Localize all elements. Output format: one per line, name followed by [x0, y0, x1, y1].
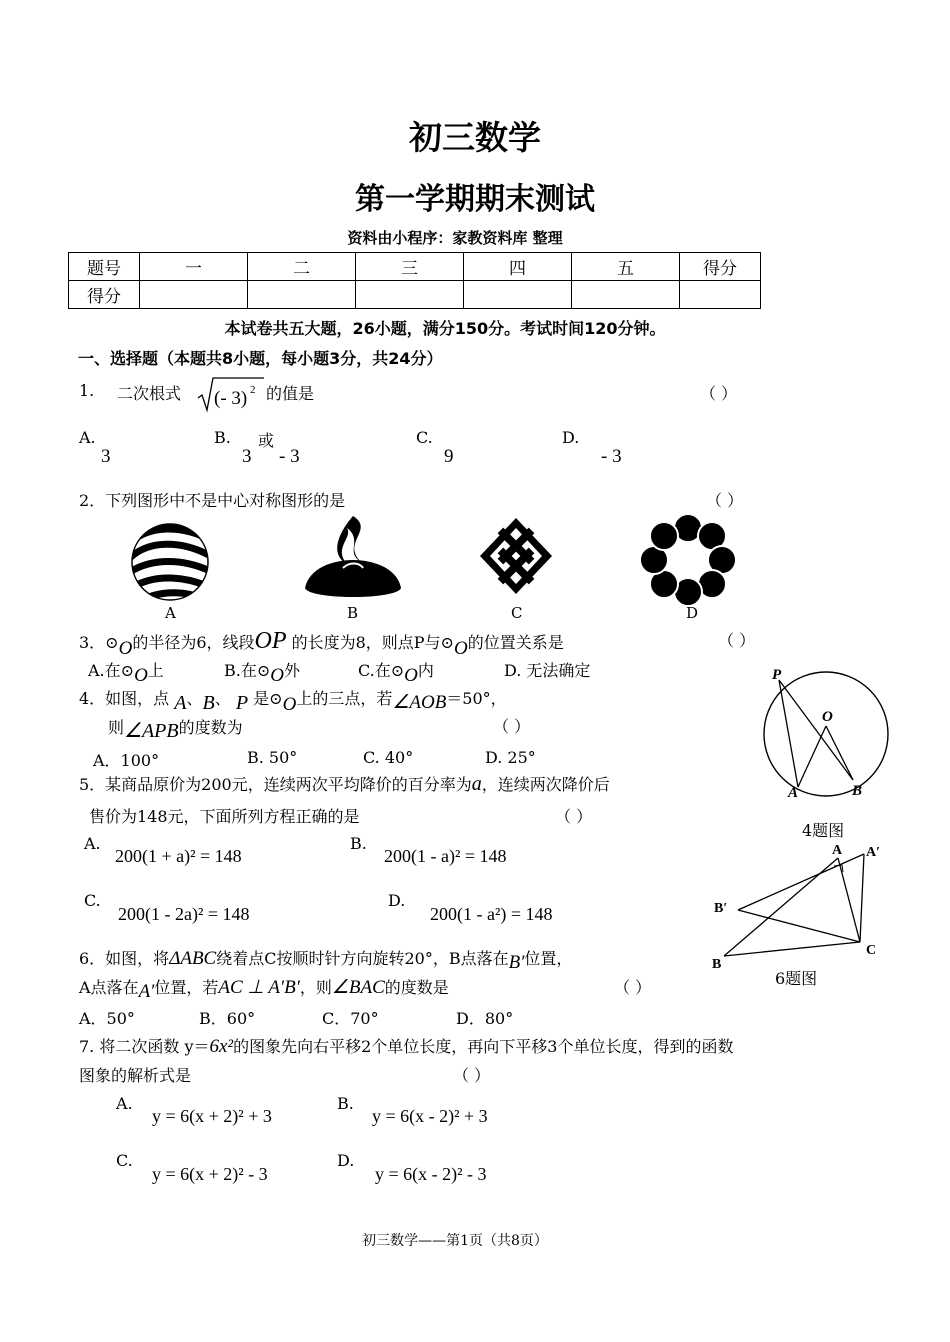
q5-option-a: 200(1 + a)² = 148 [115, 846, 242, 866]
q7-option-d: y = 6(x - 2)² - 3 [375, 1164, 487, 1184]
q7-line2: 图象的解析式是 [79, 1066, 192, 1085]
q1-option-d-value: - 3 [601, 446, 622, 467]
q4-part2: 是⊙ [253, 689, 283, 708]
page-title: 初三数学 [409, 118, 541, 157]
q6-a-prime: A′ [138, 981, 155, 1002]
knot-logo-icon[interactable] [480, 518, 552, 594]
q3-option-b-o: O [270, 665, 284, 686]
score-header-cell: 题号 [69, 253, 140, 281]
score-header-cell: 三 [356, 253, 464, 281]
q6-option-b[interactable]: B．60° [199, 1009, 256, 1028]
page-footer: 初三数学——第1页（共8页） [362, 1233, 548, 1249]
q7-option-b: y = 6(x - 2)² + 3 [372, 1106, 488, 1126]
q4-angle-apb: ∠APB [124, 720, 179, 742]
q6-line1-text3: 位置， [524, 949, 573, 968]
q4-figure-label-p: P [772, 667, 782, 683]
q3-option-c-text: C.在⊙ [358, 661, 405, 680]
q6-figure-label-b: B [712, 957, 722, 970]
q3-option-a-text2: 上 [147, 661, 164, 680]
q7-answer-paren[interactable]: （ ） [453, 1066, 491, 1085]
q2-label-d: D [686, 604, 699, 622]
q3-answer-paren[interactable]: （ ） [718, 631, 756, 650]
q4-figure-label-b: B [852, 783, 863, 799]
q3-line1 [79, 628, 564, 659]
q4-point-a: A [174, 692, 187, 714]
q4-sep2: 、 [214, 689, 231, 708]
score-header-cell: 二 [248, 253, 356, 281]
q3-part2: 的半径为6，线段 [132, 633, 255, 652]
score-header-cell: 得分 [680, 253, 761, 281]
q2-answer-paren[interactable]: （ ） [706, 491, 744, 510]
q2-label-a: A [165, 604, 176, 622]
q5-line1 [79, 772, 610, 796]
q4-line2 [108, 714, 243, 742]
q6-figure-label-b-prime: B′ [714, 901, 728, 916]
q3-option-b-text2: 外 [284, 661, 301, 680]
q2-label-b: B [347, 604, 359, 622]
score-table-score-row [69, 281, 761, 309]
q3-option-b-text: B.在⊙ [224, 661, 271, 680]
q6-answer-paren[interactable]: （ ） [614, 978, 652, 997]
q3-part1: 3．⊙ [79, 633, 119, 652]
q6-option-d[interactable]: D．80° [456, 1009, 514, 1028]
score-row-label: 得分 [69, 281, 140, 309]
q4-part1: 4．如图，点 [79, 689, 170, 708]
q3-part4: 的位置关系是 [467, 633, 564, 652]
q6-option-c[interactable]: C．70° [322, 1009, 379, 1028]
q1-radicand: (- 3) [214, 388, 248, 409]
q5-option-a-label[interactable]: A. [84, 834, 101, 853]
q4-part3: 上的三点，若 [296, 689, 393, 708]
q1-suffix: 的值是 [266, 384, 315, 403]
q1-sqrt-expression [196, 374, 266, 418]
q5-option-b: 200(1 - a)² = 148 [384, 846, 507, 866]
score-header-cell: 五 [572, 253, 680, 281]
q5-option-d-label[interactable]: D. [388, 891, 406, 910]
q1-option-b-value2: - 3 [279, 446, 300, 467]
q6-triangle-abc: ΔABC [169, 948, 217, 969]
q7-option-d-label[interactable]: D. [337, 1151, 355, 1170]
q4-answer-paren[interactable]: （ ） [493, 717, 531, 736]
q3-option-b[interactable] [224, 658, 301, 686]
swirl-logo-icon[interactable] [128, 520, 212, 604]
q1-option-b-label[interactable]: B. [214, 428, 231, 447]
q7-line1-text: 7. 将二次函数 y＝ [79, 1037, 210, 1056]
q1-option-d-label[interactable]: D. [562, 428, 580, 447]
q6-line1 [79, 946, 573, 973]
score-cell[interactable] [572, 281, 680, 309]
q6-figure-label-c: C [866, 943, 877, 958]
q6-perpendicular: AC ⊥ A′B′ [218, 977, 300, 998]
score-header-cell: 四 [464, 253, 572, 281]
q7-option-a: y = 6(x + 2)² + 3 [152, 1106, 272, 1126]
q1-option-b-or: 或 [258, 431, 275, 450]
q7-option-b-label[interactable]: B. [337, 1094, 354, 1113]
q6-option-a[interactable]: A．50° [79, 1009, 135, 1028]
q7-function: 6x² [209, 1036, 234, 1057]
q4-part4: ＝50°， [446, 689, 507, 708]
score-cell[interactable] [248, 281, 356, 309]
q5-line1-text: 5．某商品原价为200元，连续两次平均降价的百分率为 [79, 775, 472, 794]
score-cell[interactable] [140, 281, 248, 309]
q4-line2-suffix: 的度数为 [178, 718, 243, 737]
q3-circle-o2: O [453, 638, 468, 659]
q4-circle-figure [756, 662, 896, 806]
q1-answer-paren[interactable]: （ ） [700, 384, 738, 403]
q1-option-c-value: 9 [444, 446, 454, 467]
q6-figure-label-a-prime: A′ [866, 845, 881, 860]
q4-option-a[interactable]: A．100° [93, 751, 160, 770]
q1-number: 1. [79, 381, 95, 400]
q4-option-d[interactable]: D. 25° [485, 748, 536, 767]
score-cell[interactable] [356, 281, 464, 309]
q3-option-c-text2: 内 [417, 661, 434, 680]
q6-line2 [79, 975, 449, 1002]
q1-option-a-value: 3 [101, 446, 111, 467]
q3-option-c-o: O [404, 665, 418, 686]
score-header-cell: 一 [140, 253, 248, 281]
q4-figure-label-a: A [788, 785, 799, 801]
q4-circle-shape [764, 672, 888, 796]
q6-line2-text4: 的度数是 [384, 978, 449, 997]
q4-angle-aob: ∠AOB [392, 692, 447, 713]
q4-circle-o: O [282, 694, 297, 715]
score-table-header-row [69, 253, 761, 281]
q7-option-a-label[interactable]: A. [116, 1094, 133, 1113]
q3-option-d[interactable]: D. 无法确定 [504, 661, 591, 680]
q4-point-p: P [235, 692, 249, 714]
q5-option-c: 200(1 - 2a)² = 148 [118, 904, 250, 924]
flower-logo-icon[interactable] [640, 514, 736, 606]
q3-part3: 的长度为8，则点P与⊙ [291, 633, 454, 652]
q4-option-b[interactable]: B. 50° [247, 748, 298, 767]
q5-option-d: 200(1 - a²) = 148 [430, 904, 553, 924]
section-heading: 一、选择题（本题共8小题，每小题3分，共24分） [78, 349, 443, 368]
q6-line1-text2: 绕着点C按顺时针方向旋转20°，B点落在 [216, 949, 509, 968]
score-cell[interactable] [680, 281, 761, 309]
q2-label-c: C [511, 604, 523, 622]
q6-line2-text2: 位置，若 [154, 978, 219, 997]
score-table [68, 252, 761, 309]
flame-logo-icon[interactable] [303, 514, 403, 604]
q4-line2-prefix: 则 [108, 718, 125, 737]
q1-exponent: 2 [250, 384, 256, 396]
q3-circle-o: O [118, 638, 133, 659]
q5-option-c-label[interactable]: C. [84, 891, 101, 910]
q6-line2-text: A点落在 [79, 978, 139, 997]
q7-line1 [79, 1034, 734, 1058]
q5-option-b-label[interactable]: B. [350, 834, 367, 853]
q1-option-a-label[interactable]: A. [79, 428, 96, 447]
page-subtitle: 第一学期期末测试 [355, 182, 595, 217]
q4-sep1: 、 [186, 689, 203, 708]
q7-line1-text2: 的图象先向右平移2个单位长度，再向下平移3个单位长度，得到的函数 [233, 1037, 734, 1056]
q3-option-a[interactable] [88, 658, 164, 686]
q6-figure-caption: 6题图 [775, 969, 818, 988]
q6-line1-text: 6．如图，将 [79, 949, 170, 968]
q1-option-b-value1: 3 [242, 446, 252, 467]
q1-option-c-label[interactable]: C. [416, 428, 433, 447]
q4-figure-caption: 4题图 [802, 821, 845, 840]
q5-line2: 售价为148元，下面所列方程正确的是 [89, 807, 360, 826]
q3-option-a-text: A.在⊙ [88, 661, 135, 680]
q6-b-prime: B′ [508, 952, 525, 973]
q6-line2-text3: ，则 [299, 978, 332, 997]
source-note: 资料由小程序：家教资料库 整理 [347, 229, 563, 247]
q3-option-a-o: O [134, 665, 148, 686]
exam-note: 本试卷共五大题，26小题，满分150分。考试时间120分钟。 [224, 319, 666, 338]
q5-answer-paren[interactable]: （ ） [555, 807, 593, 826]
q5-line1-text2: ，连续两次降价后 [481, 775, 610, 794]
q3-segment-op: OP [254, 628, 287, 654]
q7-option-c: y = 6(x + 2)² - 3 [152, 1164, 268, 1184]
q1-stem: 二次根式 [117, 384, 182, 403]
q3-option-c[interactable] [358, 658, 434, 686]
q4-figure-label-o: O [822, 709, 833, 725]
q4-line1 [79, 686, 507, 715]
q5-var-a: a [471, 773, 482, 795]
q6-figure-label-a: A [832, 843, 843, 858]
q4-option-c[interactable]: C. 40° [363, 748, 414, 767]
q6-triangle-figure [710, 838, 890, 970]
q7-option-c-label[interactable]: C. [116, 1151, 133, 1170]
q4-point-b: B [202, 692, 215, 714]
score-cell[interactable] [464, 281, 572, 309]
q2-stem: 2．下列图形中不是中心对称图形的是 [79, 491, 346, 510]
q6-angle-bac: ∠BAC [331, 977, 385, 998]
